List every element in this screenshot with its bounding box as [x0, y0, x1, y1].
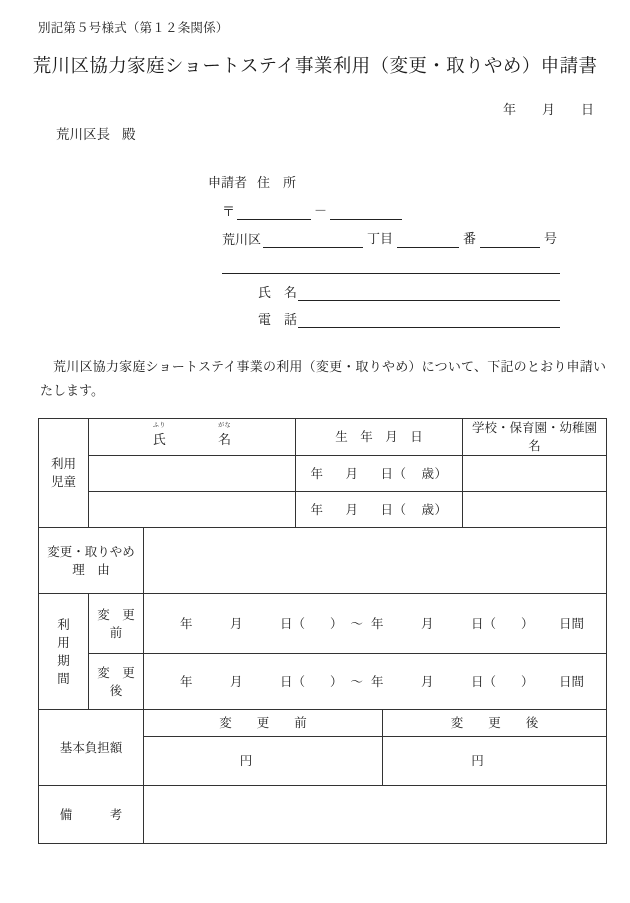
furigana-ruby-2: がな [218, 423, 232, 430]
period-after-label: 変 更 後 [89, 654, 144, 710]
dob-month-label: 月 [345, 466, 359, 481]
period-start-label: 年 月 日（ ） [180, 674, 343, 689]
child-section-label [39, 419, 89, 528]
addressee-name: 荒川区長 [56, 127, 110, 142]
ban-input[interactable] [397, 232, 459, 248]
child-2-dob-input[interactable] [296, 492, 463, 528]
fee-before-header: 変 更 前 [144, 710, 383, 737]
date-year-label: 年 [502, 102, 516, 117]
table-row-fee-header [39, 710, 607, 737]
zip-field-line [208, 200, 398, 220]
dob-age-label: 歳） [421, 502, 448, 517]
zip-first-input[interactable] [237, 204, 311, 220]
applicant-block [208, 172, 560, 336]
name-header-shi [153, 424, 166, 450]
zip-dash: － [314, 203, 328, 218]
period-before-input[interactable] [144, 594, 607, 654]
furigana-ruby-1: ふり [152, 423, 166, 430]
chome-input[interactable] [263, 232, 363, 248]
reason-label-line2: 理 由 [72, 562, 110, 577]
child-label-line2: 児童 [50, 475, 76, 490]
period-label-char-4: 間 [57, 671, 70, 686]
go-label: 号 [544, 231, 558, 246]
table-row-reason [39, 528, 607, 594]
dob-day-label: 日（ [380, 466, 407, 481]
period-tilde: ～ [350, 674, 364, 689]
dob-month-label: 月 [345, 502, 359, 517]
period-days-label: 日間 [559, 674, 585, 689]
go-input[interactable] [480, 232, 540, 248]
period-start-label: 年 月 日（ ） [180, 616, 343, 631]
child-1-name-input[interactable] [89, 456, 296, 492]
name-column-header [89, 419, 296, 456]
fee-after-input[interactable] [383, 737, 607, 786]
fee-label: 基本負担額 [39, 710, 144, 786]
period-label-char-2: 用 [57, 635, 70, 650]
application-details-table [38, 418, 607, 844]
fee-after-unit: 円 [471, 754, 484, 769]
page-title: 荒川区協力家庭ショートステイ事業利用（変更・取りやめ）申請書 [32, 57, 598, 77]
addressee-honorific: 殿 [122, 127, 136, 142]
date-day-label: 日 [580, 102, 594, 117]
dob-year-label: 年 [310, 502, 324, 517]
fee-after-header: 変 更 後 [383, 710, 607, 737]
chome-label: 丁目 [367, 231, 394, 246]
period-before-label: 変 更 前 [89, 594, 144, 654]
period-after-input[interactable] [144, 654, 607, 710]
addressee-line [56, 123, 136, 143]
table-row-period-after [39, 654, 607, 710]
applicant-name-line [208, 282, 560, 301]
dob-age-label: 歳） [421, 466, 448, 481]
remarks-input[interactable] [144, 786, 607, 844]
name-header-base-1: 氏 [152, 432, 166, 448]
fee-before-unit: 円 [239, 754, 253, 769]
dob-day-label: 日（ [380, 502, 407, 517]
address-extra-input[interactable] [222, 256, 560, 274]
reason-label-line1: 変更・取りやめ [47, 544, 135, 559]
dob-column-header: 生 年 月 日 [296, 419, 463, 456]
zip-symbol: 〒 [222, 204, 236, 219]
form-number: 別記第５号様式（第１２条関係） [38, 21, 229, 35]
reason-label [39, 528, 144, 594]
child-2-school-input[interactable] [463, 492, 607, 528]
address-label: 住 所 [257, 175, 297, 190]
ward-label: 荒川区 [222, 232, 262, 247]
period-days-label: 日間 [559, 616, 585, 631]
ban-label: 番 [463, 231, 477, 246]
applicant-tel-line [208, 309, 560, 328]
zip-second-input[interactable] [330, 204, 402, 220]
remarks-label: 備 考 [39, 786, 144, 844]
reason-input[interactable] [144, 528, 607, 594]
period-end-label: 年 月 日（ ） [371, 674, 534, 689]
applicant-name-input[interactable] [298, 285, 560, 301]
table-row-remarks [39, 786, 607, 844]
ward-address-line [208, 228, 560, 248]
period-label-char-1: 利 [57, 617, 70, 632]
dob-year-label: 年 [310, 466, 324, 481]
table-row-child-1 [39, 456, 607, 492]
name-header-mei [218, 424, 231, 450]
period-label-char-3: 期 [57, 653, 70, 668]
period-section-label [39, 594, 89, 710]
applicant-tel-input[interactable] [298, 312, 560, 328]
applicant-address-label-row [208, 172, 560, 191]
child-2-name-input[interactable] [89, 492, 296, 528]
applicant-label: 申請者 [208, 175, 248, 190]
child-label-line1: 利用 [50, 457, 76, 471]
school-column-header: 学校・保育園・幼稚園名 [463, 419, 607, 456]
body-paragraph: 荒川区協力家庭ショートステイ事業の利用（変更・取りやめ）について、下記のとおり申請いたします。 [40, 359, 606, 399]
table-row-period-before [39, 594, 607, 654]
table-row-child-2 [39, 492, 607, 528]
fee-before-input[interactable] [144, 737, 383, 786]
period-tilde: ～ [350, 616, 364, 631]
date-month-label: 月 [541, 102, 555, 117]
applicant-tel-label: 電 話 [258, 312, 298, 327]
table-row-child-header [39, 419, 607, 456]
child-1-school-input[interactable] [463, 456, 607, 492]
applicant-name-label: 氏 名 [258, 285, 298, 300]
name-header-base-2: 名 [218, 432, 232, 448]
child-1-dob-input[interactable] [296, 456, 463, 492]
period-end-label: 年 月 日（ ） [371, 616, 534, 631]
submission-date-line [0, 99, 594, 118]
